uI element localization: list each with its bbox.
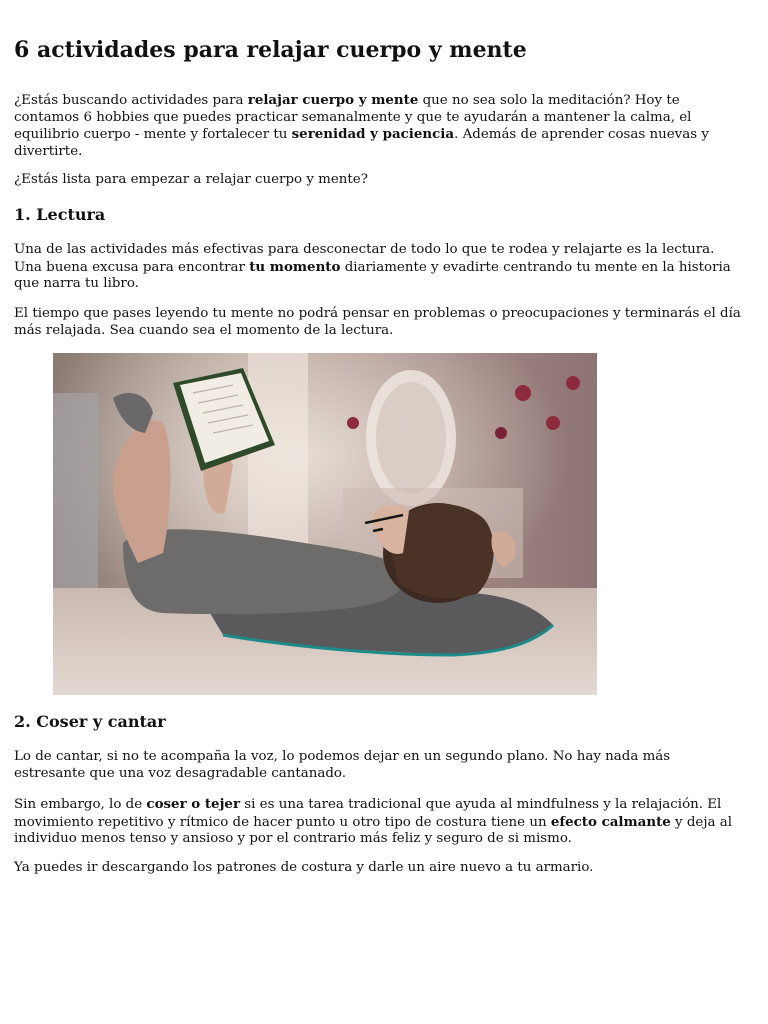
emphasis-text: relajar cuerpo y mente [247,92,419,108]
body-text: si es una tarea tradicional que ayuda al mindfulness y la relajación. El movimiento repetitivo y rítmico de hacer punto u otro tipo de costura tiene un [14,797,722,830]
body-text: y deja al individuo menos tenso y ansioso y por el contrario más feliz y seguro de si mismo. [14,814,733,846]
coser-paragraph-2 [14,796,742,848]
coser-paragraph-3: Ya puedes ir descargando los patrones de costura y darle un aire nuevo a tu armario. [14,860,594,875]
reading-woman-photo [53,353,597,695]
coser-paragraph-1: Lo de cantar, si no te acompaña la voz, lo podemos dejar en un segundo plano. No hay nada más estresante que una voz desagradable cantanado. [14,749,671,781]
lectura-paragraph-1 [14,242,742,293]
body-text: . Además de aprender cosas nuevas y divertirte. [14,127,709,159]
body-text: ¿Estás buscando actividades para [14,93,248,108]
section-heading-lectura: 1. Lectura [14,205,106,224]
emphasis-text: coser o tejer [146,796,240,812]
lectura-paragraph-2: El tiempo que pases leyendo tu mente no podrá pensar en problemas o preocupaciones y terminarás el día más relajada. Sea cuando sea el momento de la lectura. [14,306,741,338]
emphasis-text: tu momento [249,258,341,275]
article-title: 6 actividades para relajar cuerpo y mente [14,37,527,63]
intro-paragraph [14,92,742,160]
body-text: Sin embargo, lo de [14,797,147,812]
emphasis-text: efecto calmante [550,813,671,830]
emphasis-text: serenidad y paciencia [291,126,455,142]
body-text: diariamente y evadirte centrando tu mente en la historia que narra tu libro. [14,259,731,291]
body-text: que no sea solo la meditación? Hoy te contamos 6 hobbies que puedes practicar semanalmente y que te ayudarán a mantener la calma, el equilibrio cuerpo - mente y fortalecer tu [14,93,692,142]
body-text: Una de las actividades más efectivas para desconectar de todo lo que te rodea y relajarte es la lectura. Una buena excusa para encontrar [14,242,715,275]
section-heading-coser: 2. Coser y cantar [14,712,166,731]
intro-question: ¿Estás lista para empezar a relajar cuerpo y mente? [14,172,368,187]
